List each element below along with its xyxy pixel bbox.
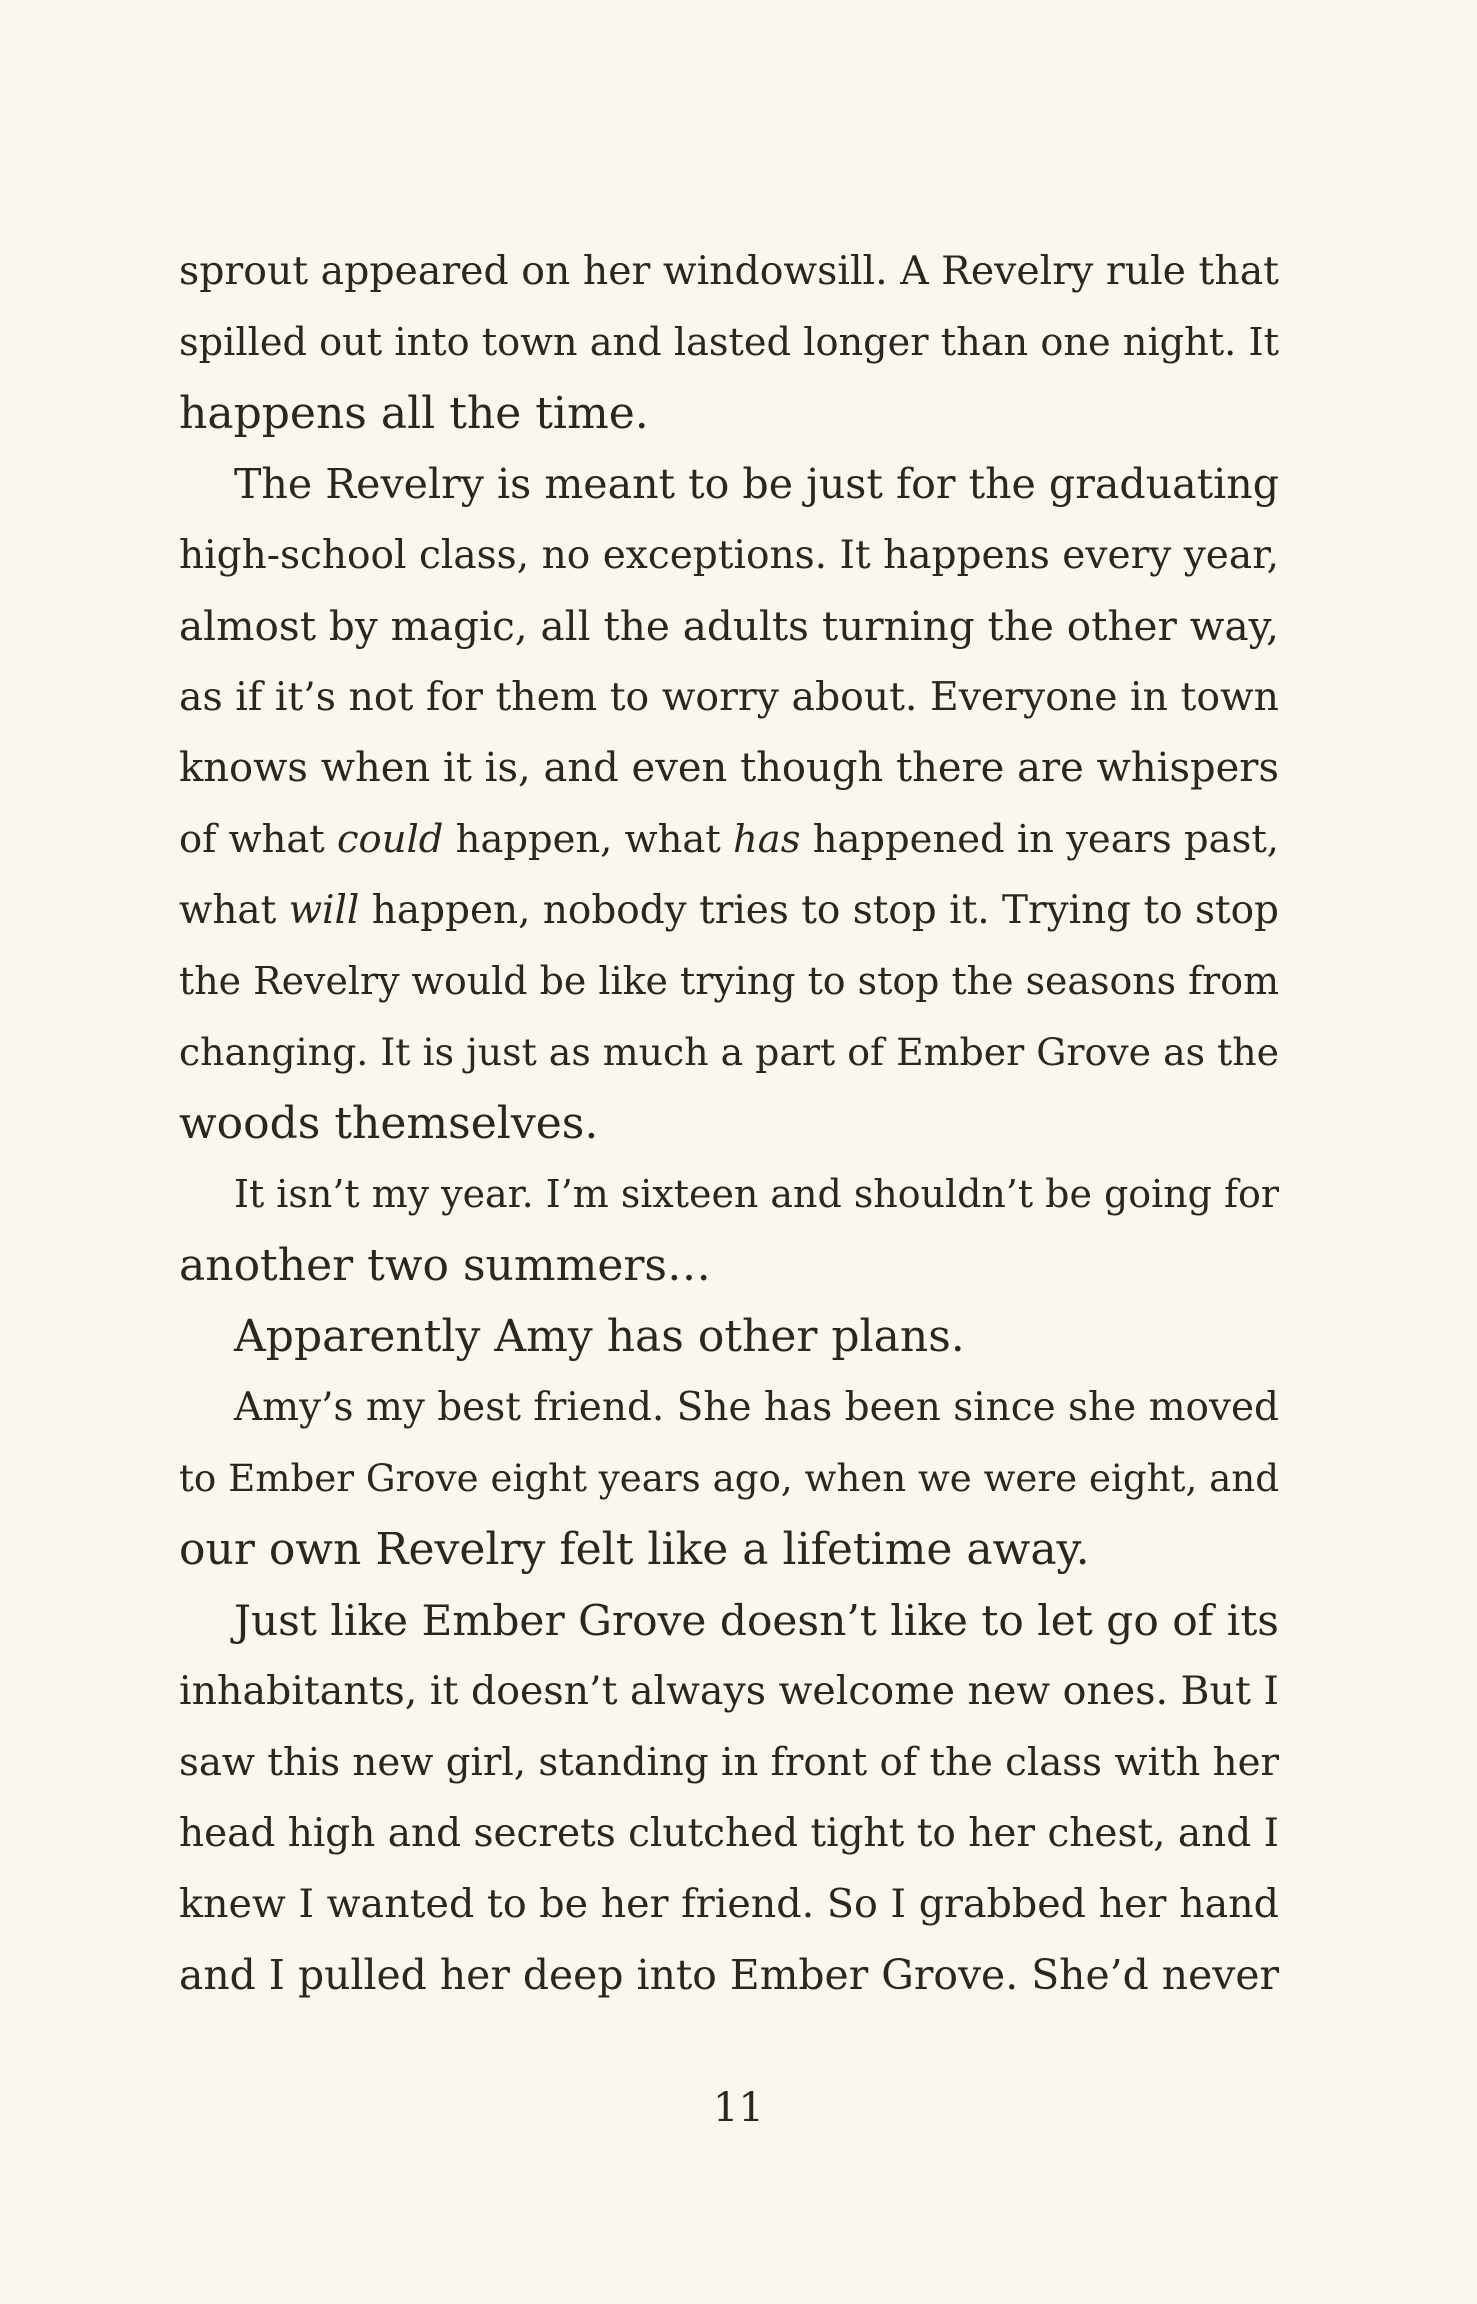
text-line: changing. It is just as much a part of Ember Grove as the (179, 1030, 1279, 1074)
text-line: high-school class, no exceptions. It happens every year, (179, 533, 1279, 578)
text-line: saw this new girl, standing in front of the class with her (179, 1740, 1279, 1785)
italic-word: could (337, 817, 444, 862)
text-run: what (179, 888, 289, 933)
text-run: happen, what (443, 817, 734, 862)
text-line: as if it’s not for them to worry about. Everyone in town (179, 674, 1279, 720)
italic-word: has (733, 817, 801, 862)
text-line: our own Revelry felt like a lifetime away. (179, 1524, 1090, 1575)
text-line: knows when it is, and even though there are whispers (179, 745, 1279, 791)
text-line (179, 875, 1279, 946)
text-run: happened in years past, (800, 817, 1280, 862)
text-line (179, 804, 1279, 875)
text-line: Apparently Amy has other plans. (234, 1311, 965, 1362)
italic-word: will (288, 888, 360, 933)
text-line: sprout appeared on her windowsill. A Revelry rule that (179, 248, 1279, 294)
text-line: another two summers… (179, 1240, 711, 1291)
body-text (179, 236, 1279, 2011)
text-line: Amy’s my best friend. She has been since she moved (234, 1385, 1280, 1430)
text-line: happens all the time. (179, 388, 649, 439)
text-line: knew I wanted to be her friend. So I grabbed her hand (179, 1881, 1279, 1927)
text-line: the Revelry would be like trying to stop the seasons from (179, 959, 1279, 1003)
page-number: 11 (713, 2085, 764, 2131)
text-line: It isn’t my year. I’m sixteen and shouldn’t be going for (234, 1172, 1279, 1216)
text-line: Just like Ember Grove doesn’t like to let go of its (234, 1596, 1279, 1645)
text-line: head high and secrets clutched tight to her chest, and I (179, 1811, 1279, 1856)
text-line: and I pulled her deep into Ember Grove. She’d never (179, 1951, 1279, 1999)
text-line: inhabitants, it doesn’t always welcome new ones. But I (179, 1668, 1279, 1714)
text-run: happen, nobody tries to stop it. Trying to stop (359, 888, 1279, 933)
text-line: woods themselves. (179, 1098, 599, 1149)
text-run: of what (179, 817, 337, 862)
text-line: almost by magic, all the adults turning the other way, (179, 602, 1279, 650)
text-line: The Revelry is meant to be just for the graduating (234, 460, 1279, 508)
text-line: spilled out into town and lasted longer than one night. It (179, 320, 1279, 365)
text-line: to Ember Grove eight years ago, when we were eight, and (179, 1457, 1279, 1500)
